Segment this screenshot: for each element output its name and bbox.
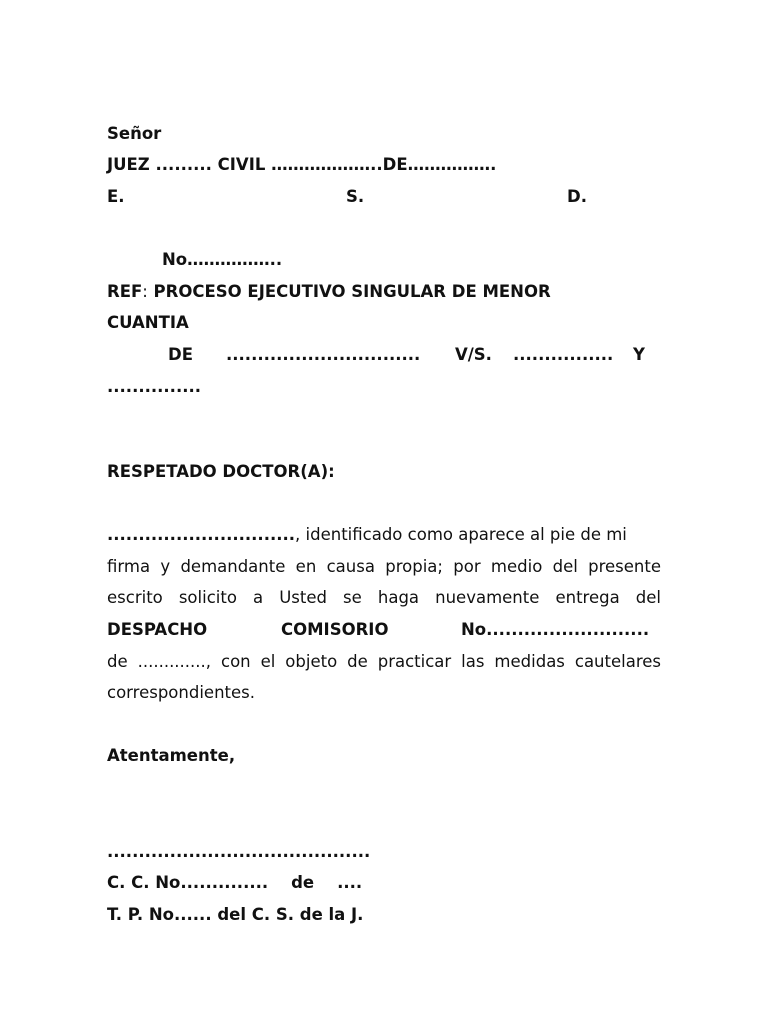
body-line-1-text: , identificado como aparece al pie de mi bbox=[295, 525, 627, 544]
document-page bbox=[107, 0, 661, 1024]
ref-label: REF bbox=[107, 282, 143, 301]
case-number: No…………….. bbox=[162, 250, 283, 269]
parties-y: Y bbox=[633, 345, 645, 364]
body-line-2: firma y demandante en causa propia; por medio del presente bbox=[107, 557, 661, 576]
body-line-6: correspondientes. bbox=[107, 683, 255, 702]
body-line-1 bbox=[107, 525, 627, 545]
signature-line: .......................................... bbox=[107, 842, 371, 861]
ref-title-continued: CUANTIA bbox=[107, 313, 189, 332]
tp-line: T. P. No...... del C. S. de la J. bbox=[107, 905, 364, 924]
ref-line bbox=[107, 282, 551, 302]
comisorio-label: COMISORIO bbox=[281, 620, 389, 639]
parties-de: DE bbox=[168, 345, 193, 364]
ref-title: PROCESO EJECUTIVO SINGULAR DE MENOR bbox=[147, 282, 551, 301]
body-line-5: de ............., con el objeto de practicar las medidas cautelares bbox=[107, 652, 661, 671]
parties-dots-3: ............... bbox=[107, 377, 202, 396]
esd-d: D. bbox=[567, 187, 587, 206]
despacho-label: DESPACHO bbox=[107, 620, 208, 639]
esd-e: E. bbox=[107, 187, 125, 206]
body-name-dots: .............................. bbox=[107, 525, 296, 544]
parties-dots-1: ............................... bbox=[226, 345, 421, 364]
greeting: RESPETADO DOCTOR(A): bbox=[107, 462, 335, 481]
salutation: Señor bbox=[107, 124, 162, 143]
closing: Atentamente, bbox=[107, 746, 236, 765]
parties-vs: V/S. bbox=[455, 345, 492, 364]
ref-colon: : bbox=[142, 282, 148, 301]
esd-s: S. bbox=[346, 187, 365, 206]
judge-line: JUEZ ......... CIVIL ………………..DE……………. bbox=[107, 155, 497, 174]
parties-dots-2: ................ bbox=[513, 345, 614, 364]
cc-line: C. C. No.............. de .... bbox=[107, 873, 363, 892]
despacho-number: No.......................... bbox=[461, 620, 650, 639]
body-line-3: escrito solicito a Usted se haga nuevamente entrega del bbox=[107, 588, 661, 607]
